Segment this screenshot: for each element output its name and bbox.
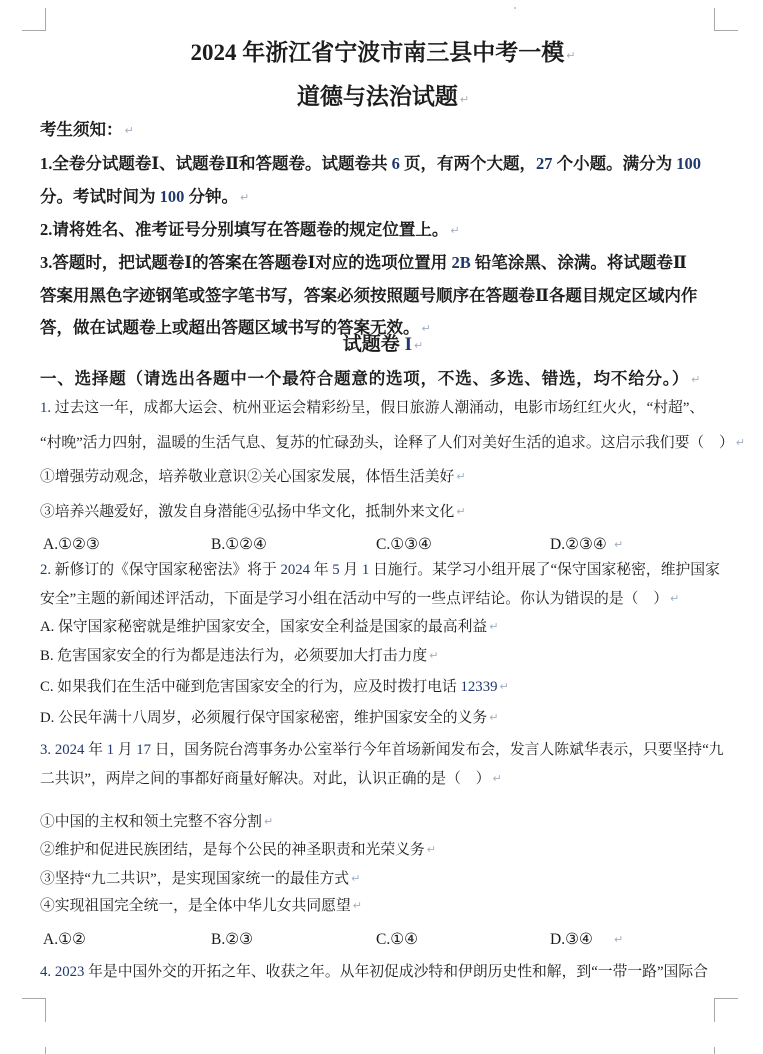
- question-3-line-1: [40, 737, 726, 763]
- text-run: 日，国务院台湾事务办公室举行今年首场新闻发布会，发言人陈斌华表示，只要坚持“九: [151, 742, 724, 758]
- text-run: 1.全卷分试题卷Ⅰ、试题卷Ⅱ和答题卷。试题卷共: [40, 154, 392, 173]
- paragraph-mark: ↵: [691, 373, 702, 386]
- numeral-text-run: 2.: [40, 562, 52, 578]
- answer-option-a: A.①②③: [43, 536, 100, 553]
- question-2-line-2: [40, 586, 726, 612]
- question-2-line-1: [40, 557, 726, 583]
- text-run: ③培养兴趣爱好，激发自身潜能④弘扬中华文化，抵制外来文化: [40, 504, 455, 520]
- text-run: 分钟。: [184, 187, 238, 206]
- paragraph-mark: ↵: [499, 680, 509, 693]
- numeral-text-run: 1: [361, 562, 370, 578]
- answer-option-a: A.①②: [43, 931, 86, 948]
- notice-item-1-line-1: [40, 151, 726, 177]
- question-2-option-d: [40, 705, 726, 731]
- numeral-text-run: 4.: [40, 964, 52, 980]
- text-run: 安全”主题的新闻述评活动，下面是学习小组在活动中写的一些点评结论。你认为错误的是（ ）: [40, 591, 669, 607]
- paragraph-mark: ↵: [492, 772, 502, 785]
- numeral-text-run: 3.: [40, 742, 52, 758]
- crop-mark-bottom-right-vertical: [714, 998, 715, 1022]
- next-page-crop-mark-right: [714, 1047, 715, 1054]
- question-1-options: [40, 532, 726, 558]
- question-3-statement-1: [40, 809, 726, 835]
- numeral-text-run: 1.: [40, 400, 52, 416]
- scan-speck-artifact: [514, 7, 516, 9]
- question-2-option-b: [40, 643, 726, 669]
- crop-mark-bottom-right-horizontal: [714, 998, 738, 999]
- paragraph-mark: ↵: [456, 470, 466, 483]
- text-run: 年是中国外交的开拓之年、收获之年。从年初促成沙特和伊朗历史性和解，到“一带一路”国际合: [84, 964, 708, 980]
- notice-item-3-line-2: [40, 283, 726, 309]
- numeral-text-run: I: [404, 334, 412, 355]
- answer-option-c: C.①④: [376, 931, 419, 948]
- paragraph-mark: ↵: [421, 322, 431, 335]
- text-run: 3.答题时，把试题卷Ⅰ的答案在答题卷Ⅰ对应的选项位置用: [40, 253, 452, 272]
- paragraph-mark: ↵: [351, 872, 361, 885]
- text-run: 考生须知：: [40, 120, 123, 139]
- crop-mark-bottom-left-horizontal: [22, 998, 46, 999]
- paragraph-mark: ↵: [124, 124, 134, 137]
- text-run: B. 危害国家安全的行为都是违法行为，必须要加大打击力度: [40, 648, 428, 664]
- text-run: 道德与法治试题: [296, 84, 458, 109]
- text-run: 年: [310, 562, 333, 578]
- paragraph-mark: ↵: [240, 191, 250, 204]
- text-run: 页，有两个大题，: [399, 154, 536, 173]
- paragraph-mark: ↵: [566, 49, 576, 62]
- text-run: ②维护和促进民族团结，是每个公民的神圣职责和光荣义务: [40, 842, 425, 858]
- text-run: 答，做在试题卷上或超出答题区域书写的答案无效。: [40, 318, 420, 337]
- answer-option-d: D.③④: [550, 931, 593, 948]
- notice-item-1-line-2: [40, 184, 726, 210]
- text-run: 年: [84, 742, 107, 758]
- numeral-text-run: 2023: [54, 964, 85, 980]
- text-run: 新修订的《保守国家秘密法》将于: [51, 562, 281, 578]
- crop-mark-top-right-vertical: [714, 8, 715, 31]
- paragraph-mark: ↵: [489, 620, 499, 633]
- question-1-line-2: [40, 430, 746, 456]
- notice-item-3-line-1: [40, 250, 726, 276]
- exam-subtitle: [40, 82, 726, 112]
- notice-item-2: [40, 217, 726, 243]
- paragraph-mark: ↵: [735, 436, 746, 449]
- text-run: 分。考试时间为: [40, 187, 160, 206]
- paragraph-mark: ↵: [614, 538, 624, 551]
- paragraph-mark: ↵: [429, 649, 439, 662]
- text-run: ①中国的主权和领土完整不容分割: [40, 814, 262, 830]
- question-3-statement-2: [40, 837, 726, 863]
- answer-option-b: B.①②④: [211, 536, 267, 553]
- answer-option-d: D.②③④: [550, 536, 607, 553]
- question-3-line-2: [40, 766, 726, 792]
- question-2-option-a: [40, 614, 726, 640]
- question-1-line-1: [40, 395, 726, 421]
- crop-mark-bottom-left-vertical: [45, 998, 46, 1022]
- numeral-text-run: 2024: [54, 742, 85, 758]
- paragraph-mark: ↵: [450, 224, 460, 237]
- exam-title: [40, 38, 726, 68]
- text-run: 答案用黑色字迹钢笔或签字笔书写，答案必须按照题号顺序在答题卷Ⅱ各题目规定区域内作: [40, 286, 698, 305]
- paragraph-mark: ↵: [413, 339, 424, 352]
- question-1-statements-1-2: [40, 464, 726, 490]
- paragraph-mark: ↵: [489, 711, 499, 724]
- paragraph-mark: ↵: [263, 815, 274, 828]
- numeral-text-run: 1: [106, 742, 115, 758]
- numeral-text-run: 27: [536, 154, 553, 173]
- section-one-heading: [40, 366, 726, 392]
- text-run: 2024 年浙江省宁波市南三县中考一模: [190, 40, 565, 65]
- text-run: 铅笔涂黑、涂满。将试题卷Ⅱ: [470, 253, 687, 272]
- answer-option-b: B.②③: [211, 931, 254, 948]
- text-run: 日施行。某学习小组开展了“保守国家秘密，维护国家: [369, 562, 720, 578]
- text-run: A. 保守国家秘密就是维护国家安全，国家安全利益是国家的最高利益: [40, 619, 488, 635]
- paragraph-mark: ↵: [456, 505, 466, 518]
- text-run: ①增强劳动观念，培养敬业意识②关心国家发展，体悟生活美好: [40, 469, 455, 485]
- paragraph-mark: ↵: [670, 592, 680, 605]
- notice-heading: [40, 117, 726, 143]
- crop-mark-top-left-horizontal: [22, 30, 46, 31]
- question-3-statement-3: [40, 866, 726, 892]
- question-1-statements-3-4: [40, 499, 726, 525]
- text-run: 过去这一年，成都大运会、杭州亚运会精彩纷呈，假日旅游人潮涌动，电影市场红红火火，“村超”、: [51, 400, 705, 416]
- paragraph-mark: ↵: [614, 933, 624, 946]
- paragraph-mark: ↵: [352, 899, 362, 912]
- text-run: 个小题。满分为: [552, 154, 677, 173]
- paragraph-mark: ↵: [426, 843, 436, 856]
- text-run: 月: [339, 562, 362, 578]
- numeral-text-run: 100: [159, 187, 185, 206]
- text-run: ③坚持“九二共识”，是实现国家统一的最佳方式: [40, 871, 350, 887]
- answer-option-c: C.①③④: [376, 536, 432, 553]
- numeral-text-run: 100: [676, 154, 701, 173]
- text-run: ④实现祖国完全统一，是全体中华儿女共同愿望: [40, 898, 351, 914]
- question-3-statement-4: [40, 893, 726, 919]
- crop-mark-top-left-vertical: [45, 8, 46, 31]
- text-run: 二共识”，两岸之间的事都好商量好解决。对此，认识正确的是（ ）: [40, 771, 491, 787]
- next-page-crop-mark-left: [45, 1047, 46, 1054]
- numeral-text-run: 2024: [280, 562, 311, 578]
- numeral-text-run: 12339: [460, 679, 498, 695]
- text-run: 一、选择题（请选出各题中一个最符合题意的选项，不选、多选、错选，均不给分。）: [40, 369, 690, 388]
- numeral-text-run: 5: [332, 562, 340, 578]
- text-run: 月: [114, 742, 137, 758]
- question-4-line-1: [40, 959, 726, 985]
- question-2-option-c: [40, 674, 726, 700]
- paper-part-heading: [40, 332, 726, 358]
- text-run: 2.请将姓名、准考证号分别填写在答题卷的规定位置上。: [40, 220, 449, 239]
- numeral-text-run: 2B: [451, 253, 471, 272]
- text-run: “村晚”活力四射，温暖的生活气息、复苏的忙碌劲头，诠释了人们对美好生活的追求。这启示我们要（ ）: [40, 435, 734, 451]
- numeral-text-run: 17: [136, 742, 152, 758]
- text-run: D. 公民年满十八周岁，必须履行保守国家秘密，维护国家安全的义务: [40, 710, 488, 726]
- numeral-text-run: 6: [391, 154, 400, 173]
- text-run: 试题卷: [342, 334, 405, 355]
- crop-mark-top-right-horizontal: [714, 30, 738, 31]
- paragraph-mark: ↵: [459, 93, 470, 106]
- text-run: C. 如果我们在生活中碰到危害国家安全的行为，应及时拨打电话: [40, 679, 461, 695]
- question-3-options: [40, 927, 726, 953]
